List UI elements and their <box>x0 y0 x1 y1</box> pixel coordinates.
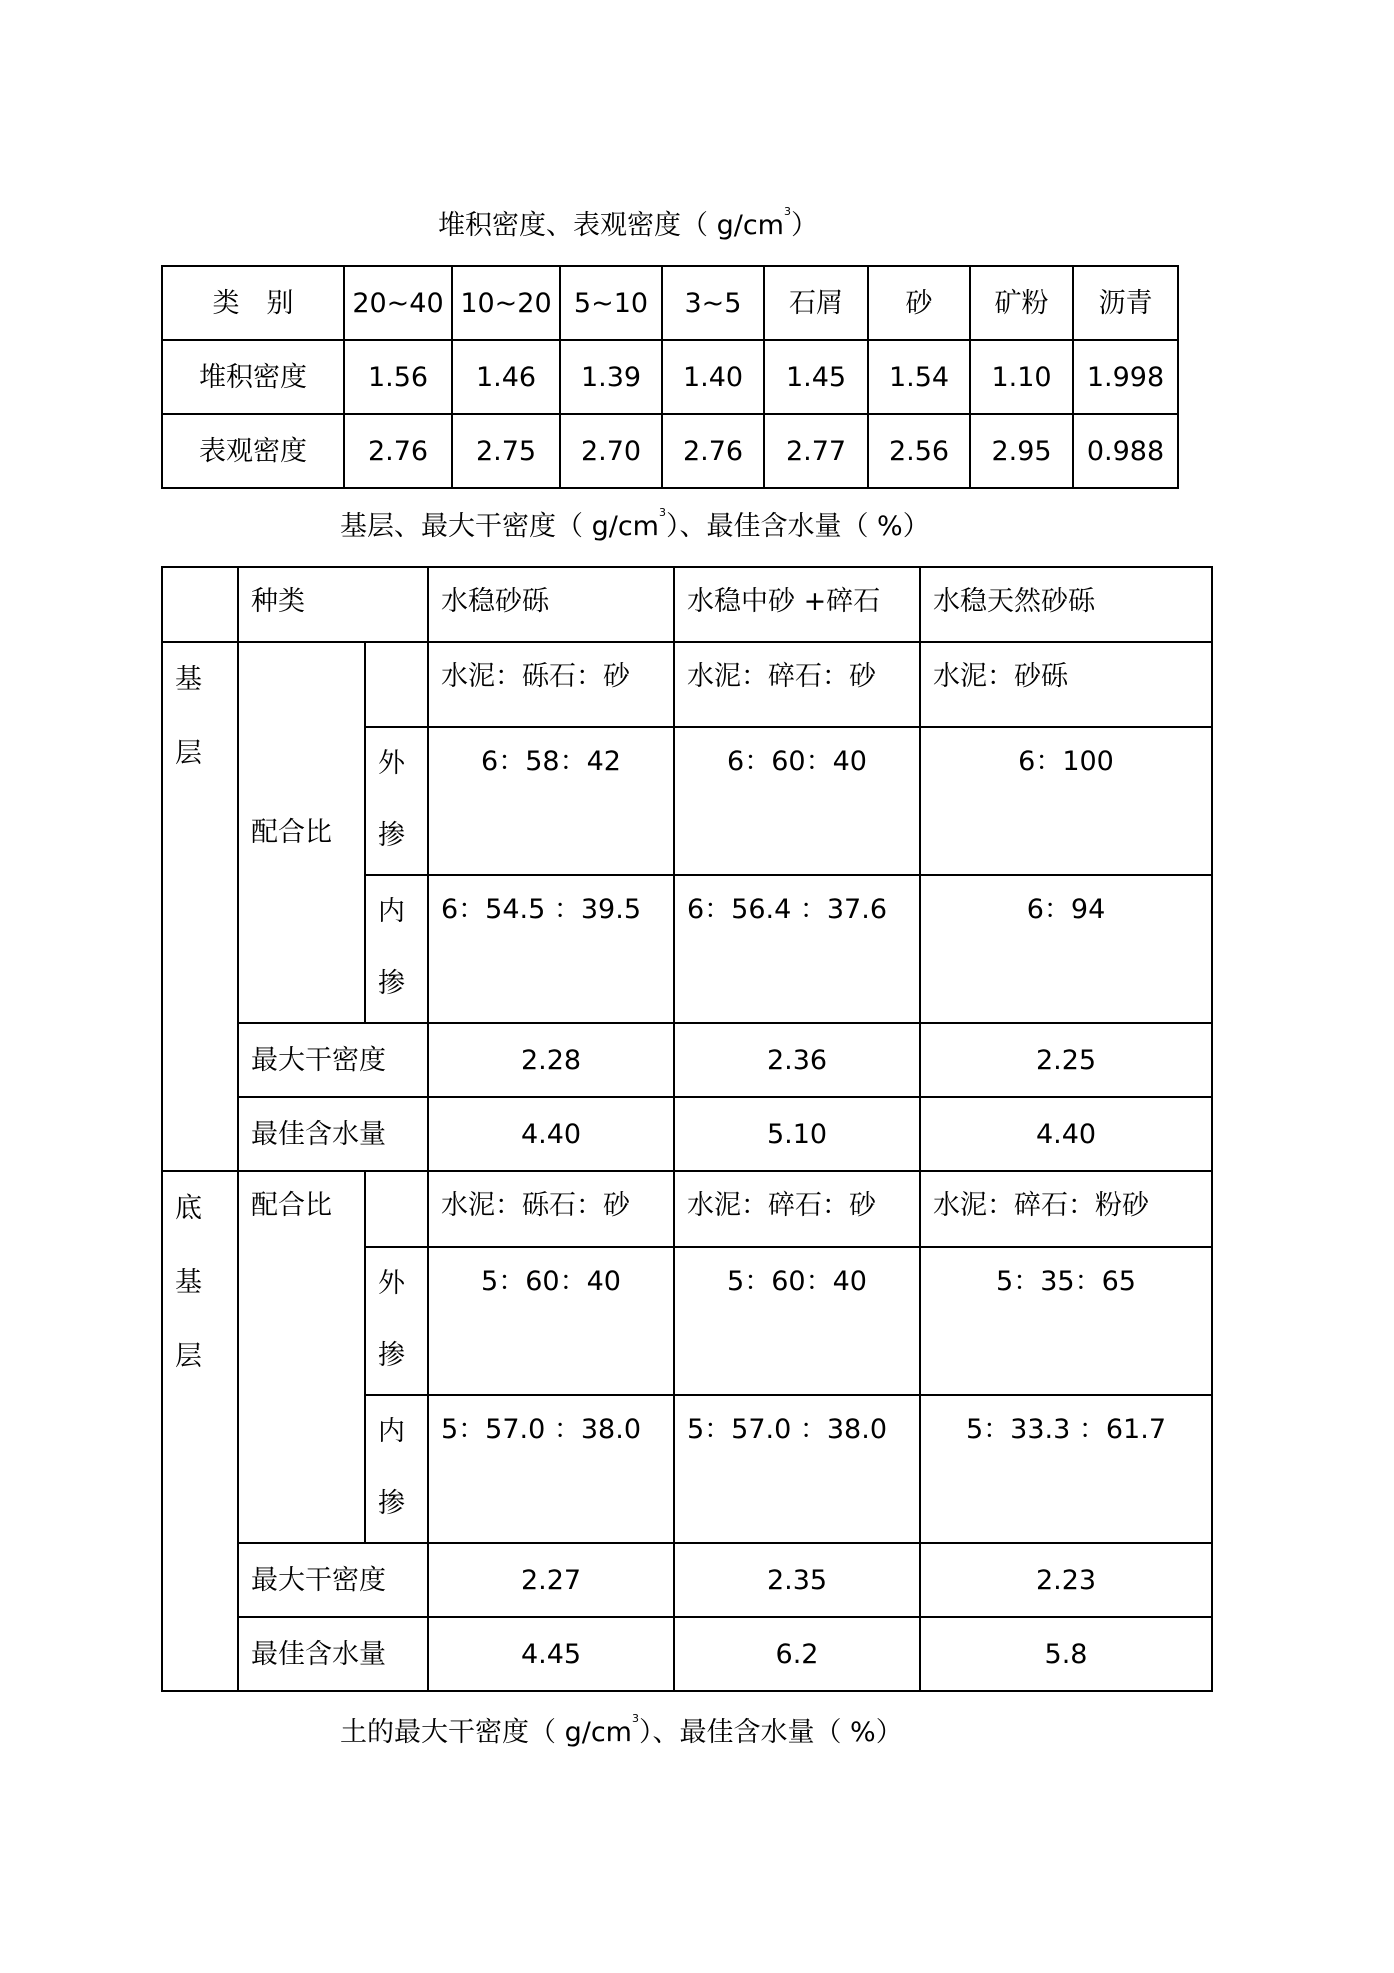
outer-label <box>365 727 428 875</box>
table-cell: 1.10 <box>970 340 1073 414</box>
table-row <box>162 1023 1212 1097</box>
table-cell: 2.95 <box>970 414 1073 488</box>
empty-cell <box>162 567 238 642</box>
moisture-label: 最佳含水量 <box>238 1617 428 1691</box>
table-cell: 2.76 <box>662 414 764 488</box>
header-cell: 类 别 <box>162 266 344 340</box>
table-row <box>162 340 1178 414</box>
table-row <box>162 1097 1212 1171</box>
table-cell: 2.56 <box>868 414 970 488</box>
caption-superscript: 3 <box>658 506 666 519</box>
max-density-label: 最大干密度 <box>238 1023 428 1097</box>
caption-superscript: 3 <box>783 205 791 218</box>
moisture-value: 5.8 <box>920 1617 1212 1691</box>
moisture-value: 4.45 <box>428 1617 674 1691</box>
table-row <box>162 1543 1212 1617</box>
type-header: 水稳砂砾 <box>428 567 674 642</box>
outer-label-char: 外 <box>378 748 405 779</box>
header-cell: 砂 <box>868 266 970 340</box>
inner-label-char: 内 <box>378 896 405 927</box>
inner-label <box>365 875 428 1023</box>
caption-text: 土的最大干密度（ g/cm <box>340 1717 632 1748</box>
inner-ratio: 5：57.0 ：38.0 <box>674 1395 920 1543</box>
outer-label-char: 掺 <box>378 820 405 851</box>
inner-ratio: 6：56.4 ：37.6 <box>674 875 920 1023</box>
moisture-value: 5.10 <box>674 1097 920 1171</box>
header-cell: 沥青 <box>1073 266 1178 340</box>
table-cell: 1.39 <box>560 340 662 414</box>
type-label: 种类 <box>238 567 428 642</box>
table-cell: 2.75 <box>452 414 560 488</box>
header-cell: 3~5 <box>662 266 764 340</box>
table-cell: 1.40 <box>662 340 764 414</box>
density-table-caption <box>438 205 818 241</box>
caption-tail: ） <box>790 210 818 241</box>
inner-label-char: 掺 <box>378 968 405 999</box>
outer-ratio: 5：60：40 <box>674 1247 920 1395</box>
base-table-caption <box>340 506 930 542</box>
max-density-value: 2.23 <box>920 1543 1212 1617</box>
outer-ratio: 6：100 <box>920 727 1212 875</box>
moisture-value: 4.40 <box>428 1097 674 1171</box>
header-cell: 矿粉 <box>970 266 1073 340</box>
inner-ratio: 6：94 <box>920 875 1212 1023</box>
section-label-base <box>162 642 238 1171</box>
caption-tail: ）、最佳含水量（ %） <box>638 1717 903 1748</box>
outer-label <box>365 1247 428 1395</box>
mix-label: 配合比 <box>238 1171 365 1543</box>
max-density-value: 2.27 <box>428 1543 674 1617</box>
table-cell: 1.45 <box>764 340 868 414</box>
caption-tail: ）、最佳含水量（ %） <box>665 511 930 542</box>
table-cell: 2.76 <box>344 414 452 488</box>
max-density-value: 2.25 <box>920 1023 1212 1097</box>
caption-superscript: 3 <box>631 1712 639 1725</box>
table-cell: 1.46 <box>452 340 560 414</box>
table-row <box>162 1171 1212 1247</box>
inner-label-char: 内 <box>378 1416 405 1447</box>
row-label: 表观密度 <box>162 414 344 488</box>
section-label-char: 底 <box>175 1193 202 1224</box>
section-label-char: 层 <box>175 738 202 769</box>
components-cell: 水泥：砾石：砂 <box>428 642 674 727</box>
header-cell: 5~10 <box>560 266 662 340</box>
max-density-label: 最大干密度 <box>238 1543 428 1617</box>
base-table <box>161 566 1213 1692</box>
inner-label <box>365 1395 428 1543</box>
table-cell: 1.998 <box>1073 340 1178 414</box>
components-cell: 水泥：砾石：砂 <box>428 1171 674 1247</box>
table-header-row <box>162 567 1212 642</box>
components-cell: 水泥：砂砾 <box>920 642 1212 727</box>
table-cell: 0.988 <box>1073 414 1178 488</box>
table-cell: 1.56 <box>344 340 452 414</box>
max-density-value: 2.28 <box>428 1023 674 1097</box>
inner-ratio: 5：57.0 ：38.0 <box>428 1395 674 1543</box>
max-density-value: 2.36 <box>674 1023 920 1097</box>
table-row <box>162 642 1212 727</box>
empty-cell <box>365 642 428 727</box>
section-label-subbase <box>162 1171 238 1691</box>
row-label: 堆积密度 <box>162 340 344 414</box>
outer-ratio: 6：58：42 <box>428 727 674 875</box>
density-table <box>161 265 1179 489</box>
section-label-char: 基 <box>175 664 202 695</box>
outer-ratio: 5：35：65 <box>920 1247 1212 1395</box>
header-cell: 石屑 <box>764 266 868 340</box>
table-cell: 1.54 <box>868 340 970 414</box>
type-header: 水稳中砂 +碎石 <box>674 567 920 642</box>
outer-label-char: 掺 <box>378 1340 405 1371</box>
inner-ratio: 5：33.3 ：61.7 <box>920 1395 1212 1543</box>
header-cell: 10~20 <box>452 266 560 340</box>
empty-cell <box>365 1171 428 1247</box>
outer-label-char: 外 <box>378 1268 405 1299</box>
section-label-char: 基 <box>175 1267 202 1298</box>
caption-text: 堆积密度、表观密度（ g/cm <box>438 210 784 241</box>
moisture-label: 最佳含水量 <box>238 1097 428 1171</box>
max-density-value: 2.35 <box>674 1543 920 1617</box>
table-cell: 2.70 <box>560 414 662 488</box>
inner-label-char: 掺 <box>378 1488 405 1519</box>
table-row <box>162 1617 1212 1691</box>
moisture-value: 4.40 <box>920 1097 1212 1171</box>
table-row <box>162 414 1178 488</box>
section-label-char: 层 <box>175 1341 202 1372</box>
mix-label: 配合比 <box>238 642 365 1023</box>
type-header: 水稳天然砂砾 <box>920 567 1212 642</box>
density-header-row <box>162 266 1178 340</box>
moisture-value: 6.2 <box>674 1617 920 1691</box>
inner-ratio: 6：54.5 ：39.5 <box>428 875 674 1023</box>
components-cell: 水泥：碎石：砂 <box>674 1171 920 1247</box>
outer-ratio: 5：60：40 <box>428 1247 674 1395</box>
caption-text: 基层、最大干密度（ g/cm <box>340 511 659 542</box>
outer-ratio: 6：60：40 <box>674 727 920 875</box>
components-cell: 水泥：碎石：砂 <box>674 642 920 727</box>
header-cell: 20~40 <box>344 266 452 340</box>
soil-table-caption <box>340 1712 903 1748</box>
components-cell: 水泥：碎石：粉砂 <box>920 1171 1212 1247</box>
table-cell: 2.77 <box>764 414 868 488</box>
